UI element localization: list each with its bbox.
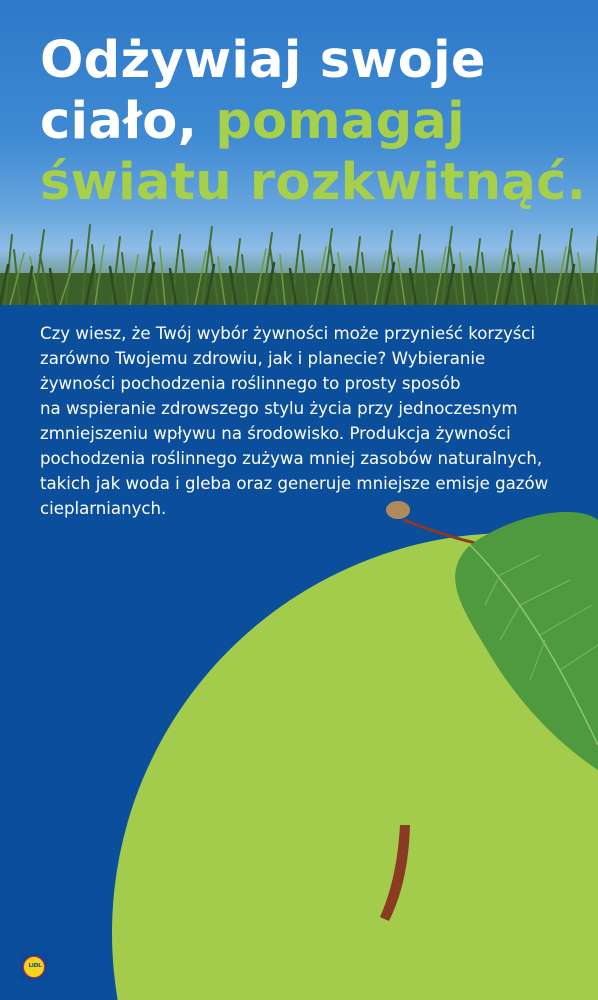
body-line: na wspieranie zdrowszego stylu życia przy jednoczesnym: [40, 399, 518, 418]
body-line: Czy wiesz, że Twój wybór żywności może przynieść korzyści: [40, 324, 536, 343]
lidl-logo-circle: [23, 956, 45, 978]
headline: [40, 30, 586, 213]
hero-banner: [0, 0, 598, 305]
headline-line-1: Odżywiaj swoje: [40, 31, 486, 90]
content-panel: [0, 305, 598, 1000]
lidl-logo: [20, 953, 48, 981]
body-line: zmniejszeniu wpływu na środowisko. Produkcja żywności: [40, 424, 511, 443]
body-line: takich jak woda i gleba oraz generuje mniejsze emisje gazów: [40, 474, 549, 493]
headline-line-2-white: ciało,: [40, 92, 198, 151]
body-line: cieplarnianych.: [40, 499, 167, 518]
body-line: żywności pochodzenia roślinnego to prosty sposób: [40, 374, 461, 393]
leaf-twig: [404, 520, 475, 543]
lidl-logo-text: LIDL: [28, 963, 42, 969]
body-paragraph: [40, 321, 580, 521]
headline-line-3: światu rozkwitnąć.: [40, 153, 587, 212]
headline-line-2-green: pomagaj: [215, 92, 465, 151]
body-line: pochodzenia roślinnego zużywa mniej zasobów naturalnych,: [40, 449, 543, 468]
body-line: zarówno Twojemu zdrowiu, jak i planecie? Wybieranie: [40, 349, 486, 368]
